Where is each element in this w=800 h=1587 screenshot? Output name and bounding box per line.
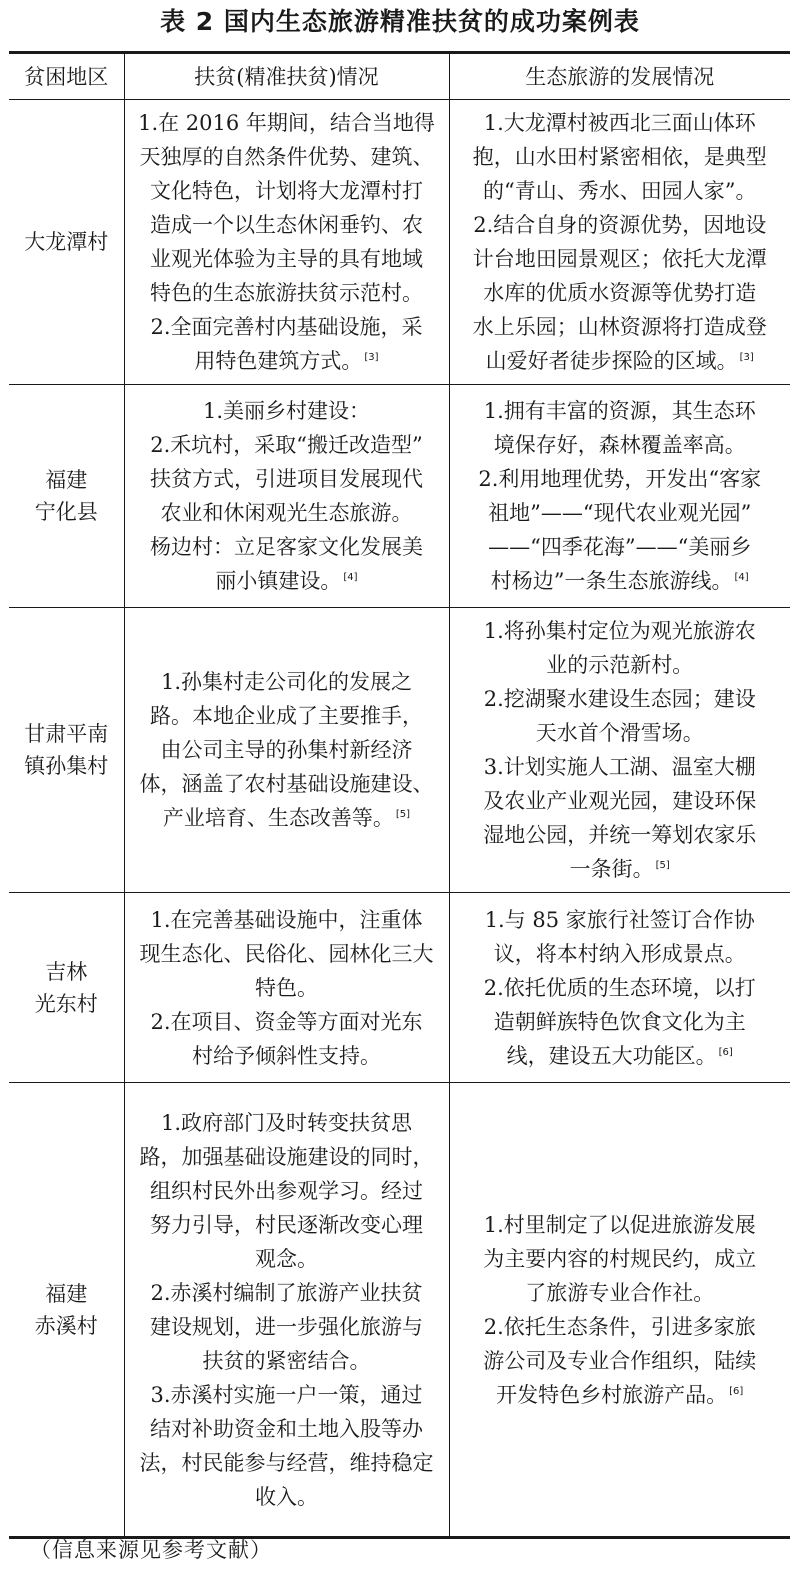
poverty-line (128, 174, 446, 208)
tourism-cell (449, 1083, 790, 1538)
poverty-line-text: 路。本地企业成了主要推手， (150, 704, 423, 728)
poverty-line-text: 1.在 2016 年期间，结合当地得 (138, 111, 435, 135)
case-table (9, 51, 790, 1539)
tourism-line (453, 276, 788, 310)
table-row (9, 893, 790, 1083)
poverty-line (128, 462, 446, 496)
poverty-line (128, 106, 446, 140)
poverty-line-text: 由公司主导的孙集村新经济 (160, 738, 413, 762)
poverty-line (128, 208, 446, 242)
tourism-line (453, 564, 788, 598)
poverty-line (128, 767, 446, 801)
source-note: （信息来源见参考文献） (30, 1538, 272, 1562)
tourism-line-text: 1.大龙潭村被西北三面山体环 (483, 111, 756, 135)
region-line: 光东村 (34, 991, 98, 1016)
poverty-line-text: 业观光体验为主导的具有地域 (150, 247, 423, 271)
poverty-line (128, 1480, 446, 1514)
poverty-line-text: 1.政府部门及时转变扶贫思 (160, 1110, 413, 1135)
poverty-line-text: 3.赤溪村实施一户一策，通过 (150, 1382, 423, 1407)
poverty-line-text: 组织村民外出参观学习。经过 (150, 1178, 423, 1203)
poverty-line-text: 1.在完善基础设施中，注重体 (150, 907, 423, 932)
poverty-line-text: 扶贫的紧密结合。 (202, 1348, 371, 1373)
poverty-cell (124, 608, 449, 893)
tourism-line (453, 852, 788, 886)
poverty-line (128, 496, 446, 530)
poverty-line-text: 路，加强基础设施建设的同时， (139, 1144, 434, 1169)
poverty-line (128, 971, 446, 1005)
tourism-line-text: 1.与 85 家旅行社签订合作协 (484, 907, 755, 932)
poverty-line-text: 1.美丽乡村建设： (202, 399, 371, 423)
tourism-line-text: 了旅游专业合作社。 (525, 1280, 715, 1305)
poverty-line-text: 用特色建筑方式。 (194, 349, 363, 373)
poverty-line-text: 扶贫方式，引进项目发展现代 (150, 467, 423, 491)
region-line: 宁化县 (34, 500, 98, 524)
poverty-line-text: 特色的生态旅游扶贫示范村。 (150, 281, 423, 305)
region-cell (9, 893, 124, 1083)
poverty-line (128, 1344, 446, 1378)
table-row (9, 385, 790, 608)
table-row (9, 1083, 790, 1538)
poverty-line-text: 法，村民能参与经营，维持稳定 (139, 1450, 434, 1475)
poverty-line (128, 1412, 446, 1446)
tourism-line-text: 天水首个滑雪场。 (535, 721, 704, 745)
table-row (9, 100, 790, 385)
poverty-line-text: 造成一个以生态休闲垂钓、农 (150, 213, 423, 237)
citation-ref: [3] (739, 352, 754, 363)
poverty-line-text: 观念。 (255, 1246, 318, 1271)
tourism-cell (449, 608, 790, 893)
poverty-cell (124, 1083, 449, 1538)
poverty-line (128, 344, 446, 378)
header-tourism: 生态旅游的发展情况 (449, 53, 790, 100)
tourism-line (453, 242, 788, 276)
tourism-line-text: 的“青山、秀水、田园人家”。 (483, 179, 757, 203)
citation-ref: [5] (395, 809, 411, 820)
tourism-line (453, 106, 788, 140)
poverty-line-text: 2.赤溪村编制了旅游产业扶贫 (150, 1280, 423, 1305)
poverty-cell (124, 100, 449, 385)
tourism-line-text: 境保存好，森林覆盖率高。 (493, 433, 746, 457)
header-row (9, 53, 790, 100)
poverty-line (128, 428, 446, 462)
tourism-line (453, 1005, 788, 1039)
poverty-line-text: 丽小镇建设。 (215, 569, 342, 593)
poverty-line-text: 收入。 (255, 1484, 318, 1509)
tourism-line (453, 937, 788, 971)
tourism-line-text: 1.将孙集村定位为观光旅游农 (483, 619, 756, 643)
poverty-line (128, 801, 446, 835)
tourism-line (453, 784, 788, 818)
poverty-line (128, 140, 446, 174)
poverty-line (128, 665, 446, 699)
poverty-line (128, 937, 446, 971)
tourism-line (453, 648, 788, 682)
poverty-line-text: 结对补助资金和土地入股等办 (150, 1416, 423, 1441)
poverty-line-text: 2.禾坑村，采取“搬迁改造型” (150, 433, 423, 457)
tourism-line-text: 1.拥有丰富的资源，其生态环 (483, 399, 756, 423)
poverty-line (128, 276, 446, 310)
poverty-line-text: 杨边村：立足客家文化发展美 (150, 535, 423, 559)
region-line: 福建 (45, 1281, 88, 1306)
citation-ref: [3] (364, 352, 379, 363)
header-region: 贫困地区 (9, 53, 124, 100)
poverty-line (128, 1005, 446, 1039)
tourism-line (453, 344, 788, 378)
tourism-line-text: 2.依托优质的生态环境，以打 (483, 975, 756, 1000)
poverty-line (128, 1208, 446, 1242)
tourism-line (453, 903, 788, 937)
citation-ref: [6] (718, 1046, 733, 1058)
poverty-line (128, 394, 446, 428)
tourism-line-text: 开发特色乡村旅游产品。 (496, 1382, 728, 1407)
tourism-line-text: ——“四季花海”——“美丽乡 (488, 535, 752, 559)
poverty-line-text: 2.全面完善村内基础设施，采 (150, 315, 423, 339)
tourism-line (453, 208, 788, 242)
tourism-line (453, 1344, 788, 1378)
poverty-line (128, 1039, 446, 1073)
poverty-line (128, 564, 446, 598)
tourism-line (453, 496, 788, 530)
poverty-line-text: 特色。 (255, 975, 318, 1000)
region-line: 福建 (45, 468, 88, 492)
poverty-line (128, 1276, 446, 1310)
poverty-line (128, 242, 446, 276)
tourism-line-text: 湿地公园，并统一筹划农家乐 (483, 823, 757, 847)
tourism-line-text: 村杨边”一条生态旅游线。 (490, 569, 733, 593)
region-cell (9, 608, 124, 893)
table-title: 表 2 国内生态旅游精准扶贫的成功案例表 (160, 7, 640, 36)
region-cell (9, 100, 124, 385)
tourism-line-text: 业的示范新村。 (546, 653, 694, 677)
poverty-line (128, 530, 446, 564)
tourism-line-text: 山爱好者徒步探险的区域。 (485, 349, 738, 373)
tourism-line (453, 1039, 788, 1073)
tourism-line-text: 祖地”——“现代农业观光园” (488, 501, 752, 525)
tourism-line (453, 310, 788, 344)
tourism-line (453, 1310, 788, 1344)
tourism-line-text: 3.计划实施人工湖、温室大棚 (483, 755, 756, 779)
tourism-line-text: 抱，山水田村紧密相依，是典型 (472, 145, 767, 169)
tourism-line (453, 530, 788, 564)
poverty-line-text: 1.孙集村走公司化的发展之 (160, 670, 413, 694)
tourism-line-text: 为主要内容的村规民约，成立 (483, 1246, 757, 1271)
tourism-line-text: 2.依托生态条件，引进多家旅 (483, 1314, 756, 1339)
poverty-line (128, 903, 446, 937)
citation-ref: [6] (729, 1385, 744, 1397)
region-line: 大龙潭村 (24, 230, 109, 254)
tourism-line (453, 394, 788, 428)
poverty-line-text: 天独厚的自然条件优势、建筑、 (139, 145, 434, 169)
tourism-line-text: 造朝鲜族特色饮食文化为主 (493, 1009, 746, 1034)
tourism-line-text: 2.利用地理优势，开发出“客家 (478, 467, 762, 491)
poverty-line (128, 699, 446, 733)
poverty-cell (124, 893, 449, 1083)
table-row (9, 608, 790, 893)
poverty-line (128, 1378, 446, 1412)
tourism-line-text: 游公司及专业合作组织，陆续 (483, 1348, 757, 1373)
tourism-line-text: 及农业产业观光园，建设环保 (483, 789, 757, 813)
tourism-line-text: 线，建设五大功能区。 (506, 1043, 717, 1068)
header-poverty: 扶贫(精准扶贫)情况 (124, 53, 449, 100)
poverty-line-text: 体，涵盖了农村基础设施建设、 (139, 772, 434, 796)
poverty-line-text: 现生态化、民俗化、园林化三大 (139, 941, 434, 966)
tourism-line (453, 818, 788, 852)
tourism-line (453, 1208, 788, 1242)
tourism-line (453, 682, 788, 716)
region-cell (9, 1083, 124, 1538)
poverty-line (128, 310, 446, 344)
poverty-line-text: 产业培育、生态改善等。 (162, 806, 394, 830)
poverty-line-text: 2.在项目、资金等方面对光东 (150, 1009, 423, 1034)
tourism-line (453, 614, 788, 648)
region-line: 赤溪村 (34, 1313, 98, 1338)
tourism-line (453, 716, 788, 750)
poverty-line-text: 文化特色，计划将大龙潭村打 (150, 179, 423, 203)
citation-ref: [5] (655, 860, 670, 871)
tourism-cell (449, 385, 790, 608)
poverty-line-text: 建设规划，进一步强化旅游与 (150, 1314, 423, 1339)
tourism-line-text: 1.村里制定了以促进旅游发展 (483, 1212, 756, 1237)
tourism-line (453, 1378, 788, 1412)
poverty-line (128, 733, 446, 767)
tourism-line-text: 水库的优质水资源等优势打造 (483, 281, 757, 305)
poverty-line (128, 1310, 446, 1344)
tourism-line (453, 750, 788, 784)
tourism-line (453, 174, 788, 208)
poverty-line (128, 1140, 446, 1174)
tourism-line (453, 1242, 788, 1276)
region-cell (9, 385, 124, 608)
poverty-line-text: 村给予倾斜性支持。 (192, 1043, 381, 1068)
poverty-line-text: 努力引导，村民逐渐改变心理 (150, 1212, 423, 1237)
tourism-line-text: 水上乐园；山林资源将打造成登 (472, 315, 767, 339)
tourism-line (453, 462, 788, 496)
region-line: 甘肃平南 (24, 722, 109, 746)
tourism-line (453, 140, 788, 174)
tourism-line-text: 计台地田园景观区；依托大龙潭 (472, 247, 767, 271)
tourism-line (453, 428, 788, 462)
tourism-line (453, 971, 788, 1005)
tourism-line-text: 议，将本村纳入形成景点。 (493, 941, 746, 966)
region-line: 镇孙集村 (24, 754, 109, 778)
tourism-line (453, 1276, 788, 1310)
tourism-line-text: 2.挖湖聚水建设生态园；建设 (483, 687, 756, 711)
tourism-line-text: 一条街。 (569, 857, 654, 881)
region-line: 吉林 (45, 959, 88, 984)
tourism-cell (449, 100, 790, 385)
tourism-cell (449, 893, 790, 1083)
citation-ref: [4] (734, 572, 749, 583)
poverty-line (128, 1106, 446, 1140)
poverty-line (128, 1446, 446, 1480)
poverty-line (128, 1242, 446, 1276)
citation-ref: [4] (343, 572, 358, 583)
poverty-line (128, 1174, 446, 1208)
poverty-cell (124, 385, 449, 608)
poverty-line-text: 农业和休闲观光生态旅游。 (160, 501, 413, 525)
tourism-line-text: 2.结合自身的资源优势，因地设 (473, 213, 767, 237)
